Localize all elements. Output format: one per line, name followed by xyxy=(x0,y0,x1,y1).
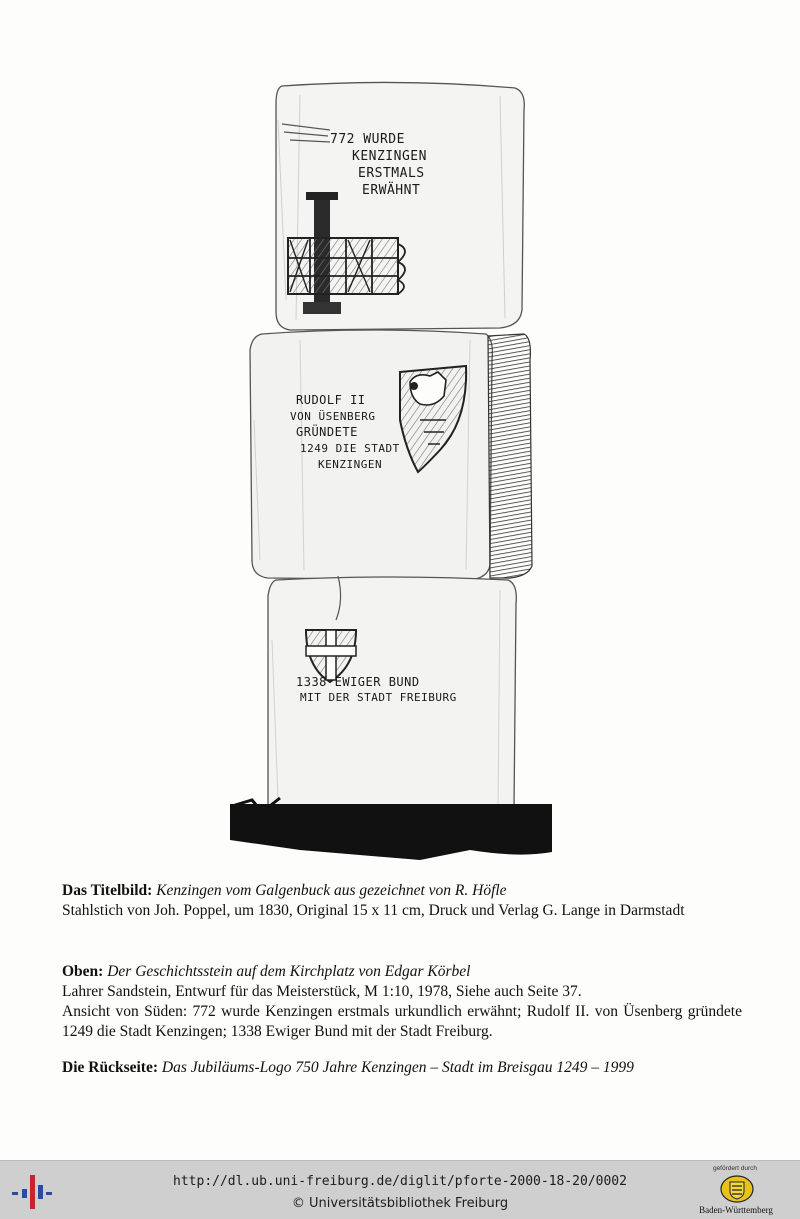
stone-bottom-block xyxy=(230,576,552,860)
inscription-line: RUDOLF II xyxy=(296,393,366,407)
inscription-line: GRÜNDETE xyxy=(296,425,358,439)
caption-body-line: Lahrer Sandstein, Entwurf für das Meisterstück, M 1:10, 1978, Siehe auch Seite 37. xyxy=(62,983,582,1000)
inscription-line: 772 WURDE xyxy=(330,132,405,147)
footer-bar xyxy=(0,1160,800,1219)
caption-heading xyxy=(62,881,742,901)
caption-title: Der Geschichtsstein auf dem Kirchplatz von Edgar Körbel xyxy=(107,963,471,980)
caption-label: Oben: xyxy=(62,963,104,980)
caption-heading xyxy=(62,1058,742,1078)
inscription-line: MIT DER STADT FREIBURG xyxy=(300,691,457,704)
caption-oben xyxy=(62,962,742,1042)
stone-top-block xyxy=(276,82,524,330)
inscription-line: ERWÄHNT xyxy=(362,183,421,198)
stone-middle-block xyxy=(250,330,532,580)
baden-wuerttemberg-seal-icon xyxy=(720,1175,754,1203)
inscription-line: 1338 EWIGER BUND xyxy=(296,675,420,689)
inscription-line: KENZINGEN xyxy=(352,149,427,164)
caption-title: Das Jubiläums-Logo 750 Jahre Kenzingen – Stadt im Breisgau 1249 – 1999 xyxy=(161,1059,634,1076)
inscription-line: 1249 DIE STADT xyxy=(300,442,400,455)
caption-title: Kenzingen vom Galgenbuck aus gezeichnet von R. Höfle xyxy=(156,882,507,899)
funded-by-label: gefördert durch xyxy=(712,1165,758,1172)
caption-rueckseite xyxy=(62,1058,742,1078)
inscription-line: VON ÜSENBERG xyxy=(290,410,376,423)
caption-heading xyxy=(62,962,742,982)
caption-body-line: Ansicht von Süden: 772 wurde Kenzingen erstmals urkundlich erwähnt; Rudolf II. von Üsenberg gründete 1249 die Stadt Kenzingen; 1338 Ewiger Bund mit der Stadt Freiburg. xyxy=(62,1003,742,1040)
copyright-text: © Universitätsbibliothek Freiburg xyxy=(291,1196,509,1211)
caption-label: Die Rückseite: xyxy=(62,1059,158,1076)
document-url-link[interactable]: http://dl.ub.uni-freiburg.de/diglit/pforte-2000-18-20/0002 xyxy=(173,1174,627,1189)
inscription-line: KENZINGEN xyxy=(318,458,383,471)
inscription-line: ERSTMALS xyxy=(358,166,425,181)
caption-titelbild xyxy=(62,881,742,921)
caption-label: Das Titelbild: xyxy=(62,882,153,899)
funder-name: Baden-Württemberg xyxy=(699,1205,773,1215)
caption-body: Stahlstich von Joh. Poppel, um 1830, Original 15 x 11 cm, Druck und Verlag G. Lange in Darmstadt xyxy=(62,902,685,919)
